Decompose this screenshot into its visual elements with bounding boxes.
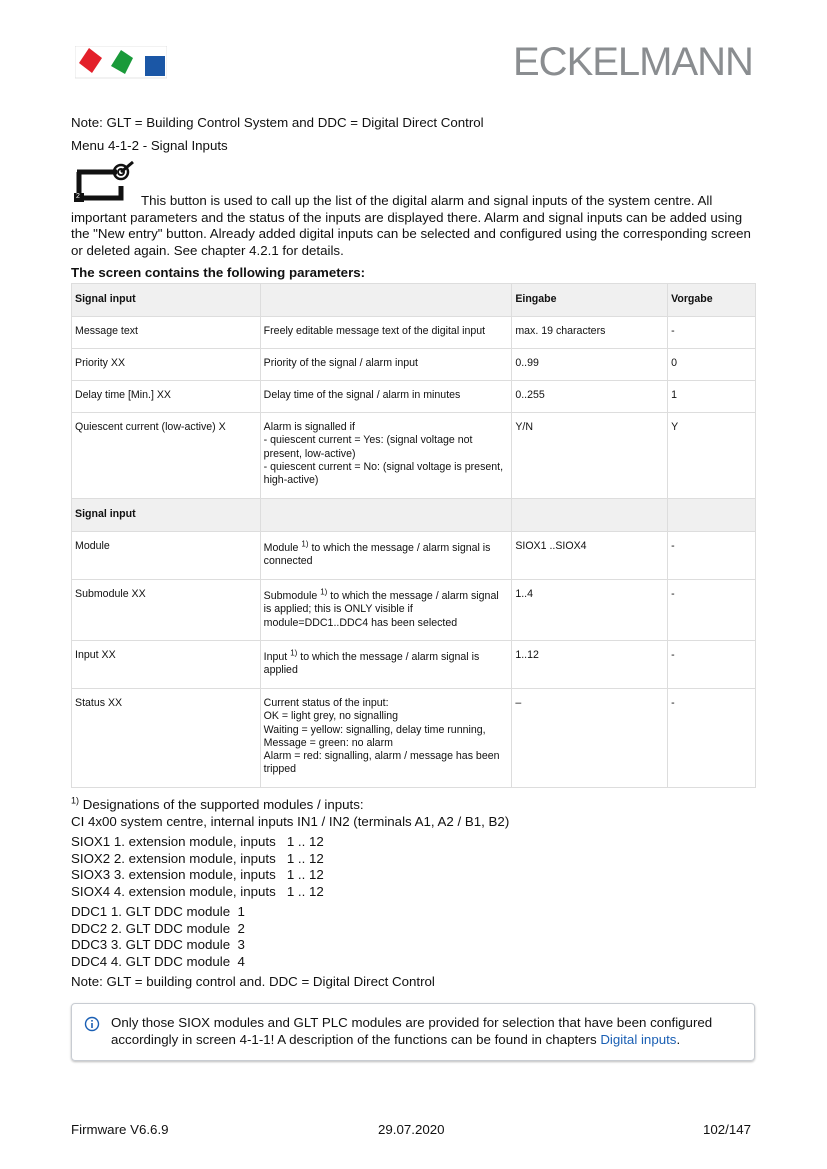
param-range: max. 19 characters <box>512 317 668 349</box>
table-row <box>72 641 756 689</box>
param-name: Delay time [Min.] XX <box>72 381 261 413</box>
footnote-ref: 1) <box>290 648 298 658</box>
header-cell: Signal input <box>72 284 261 317</box>
param-default: Y <box>668 413 756 499</box>
table-row <box>72 532 756 580</box>
digital-inputs-link[interactable]: Digital inputs <box>600 1031 677 1047</box>
param-default: - <box>668 580 756 641</box>
table-row <box>72 689 756 788</box>
param-range: SIOX1 ..SIOX4 <box>512 532 668 580</box>
header-cell <box>260 284 512 317</box>
note-bottom: Note: GLT = building control and. DDC = Digital Direct Control <box>71 974 435 989</box>
param-desc: Freely editable message text of the digital input <box>260 317 512 349</box>
param-range: – <box>512 689 668 788</box>
param-default: 0 <box>668 349 756 381</box>
siox-line: SIOX3 3. extension module, inputs 1 .. 12 <box>71 867 324 882</box>
param-range: 0..99 <box>512 349 668 381</box>
param-range: 0..255 <box>512 381 668 413</box>
ddc-line: DDC3 3. GLT DDC module 3 <box>71 937 245 952</box>
icon-number: 2 <box>76 193 80 200</box>
empty-cell <box>512 499 668 532</box>
siox-line: SIOX1 1. extension module, inputs 1 .. 12 <box>71 834 324 849</box>
info-end: . <box>676 1031 681 1047</box>
footnote <box>71 797 509 991</box>
param-name: Status XX <box>72 689 261 788</box>
menu-title: Menu 4-1-2 - Signal Inputs <box>71 138 228 153</box>
header-cell: Vorgabe <box>668 284 756 317</box>
info-box <box>71 1003 755 1061</box>
empty-cell <box>668 499 756 532</box>
header-cell: Eingabe <box>512 284 668 317</box>
param-desc <box>260 532 512 580</box>
param-default: 1 <box>668 381 756 413</box>
footer-firmware: Firmware V6.6.9 <box>71 1122 169 1137</box>
info-text <box>111 1015 741 1048</box>
footnote-title <box>71 797 509 814</box>
param-desc <box>260 580 512 641</box>
header-cell: Signal input <box>72 499 261 532</box>
ddc-line: DDC1 1. GLT DDC module 1 <box>71 904 245 919</box>
info-body: Only those SIOX modules and GLT PLC modules are provided for selection that have been configured accordingly in screen 4-1-1! A description of the functions can be found in chapters <box>111 1015 713 1047</box>
note-top: Note: GLT = Building Control System and DDC = Digital Direct Control <box>71 115 484 130</box>
footer-page: 102/147 <box>703 1122 752 1137</box>
empty-cell <box>260 499 512 532</box>
param-desc: Delay time of the signal / alarm in minutes <box>260 381 512 413</box>
siox-line: SIOX4 4. extension module, inputs 1 .. 12 <box>71 883 324 899</box>
param-desc <box>260 641 512 689</box>
desc-a: Module <box>263 542 302 554</box>
footnote-ref: 1) <box>301 539 309 549</box>
param-default: - <box>668 641 756 689</box>
param-name: Quiescent current (low-active) X <box>72 413 261 499</box>
param-name: Message text <box>72 317 261 349</box>
siox-line: SIOX2 2. extension module, inputs 1 .. 12 <box>71 850 324 866</box>
table-row <box>72 580 756 641</box>
table-row <box>72 349 756 381</box>
table-row <box>72 381 756 413</box>
section-header-row <box>72 499 756 532</box>
brand-wordmark: ECKELMANN <box>513 40 753 84</box>
footnote-line: CI 4x00 system centre, internal inputs IN1 / IN2 (terminals A1, A2 / B1, B2) <box>71 813 510 829</box>
param-default: - <box>668 317 756 349</box>
param-default: - <box>668 689 756 788</box>
param-range: Y/N <box>512 413 668 499</box>
param-name: Priority XX <box>72 349 261 381</box>
desc-b: to which the message / alarm signal is applied <box>263 651 480 677</box>
parameters-table <box>71 283 756 788</box>
param-desc: Alarm is signalled if - quiescent current = Yes: (signal voltage not present, low-active) - quiescent current = No: (signal voltage is present, high-active) <box>260 413 512 499</box>
desc-a: Input <box>263 651 291 663</box>
param-name: Module <box>72 532 261 580</box>
param-name: Submodule XX <box>72 580 261 641</box>
ddc-line: DDC4 4. GLT DDC module 4 <box>71 953 245 969</box>
param-desc: Priority of the signal / alarm input <box>260 349 512 381</box>
table-row <box>72 413 756 499</box>
intro-text: This button is used to call up the list of the digital alarm and signal inputs of the system centre. All important parameters and the status of the inputs are displayed there. Alarm and signal inputs can be added using the "New entry" button. Already added digital inputs can be selected and configured using the corresponding screen or deleted again. See chapter 4.2.1 for details. <box>71 193 751 258</box>
eckelmann-logo <box>75 46 167 80</box>
table-header-row <box>72 284 756 317</box>
params-heading: The screen contains the following parameters: <box>71 265 366 280</box>
ddc-line: DDC2 2. GLT DDC module 2 <box>71 920 245 936</box>
intro-paragraph <box>71 193 751 259</box>
desc-b: to which the message / alarm signal is connected <box>263 542 491 568</box>
footnote-title-text: Designations of the supported modules / inputs: <box>79 797 364 812</box>
footnote-mark: 1) <box>71 795 80 806</box>
param-desc: Current status of the input: OK = light grey, no signalling Waiting = yellow: signalling, delay time running, Message = green: no alarm Alarm = red: signalling, alarm / message has been tripped <box>260 689 512 788</box>
desc-b: to which the message / alarm signal is applied; this is ONLY visible if module=DDC1..DDC4 has been selected <box>263 590 499 629</box>
param-range: 1..12 <box>512 641 668 689</box>
footnote-ref: 1) <box>320 587 328 597</box>
param-name: Input XX <box>72 641 261 689</box>
footer-date: 29.07.2020 <box>378 1122 445 1137</box>
table-row <box>72 317 756 349</box>
info-icon <box>84 1016 100 1032</box>
param-default: - <box>668 532 756 580</box>
param-range: 1..4 <box>512 580 668 641</box>
desc-a: Submodule <box>263 590 321 602</box>
